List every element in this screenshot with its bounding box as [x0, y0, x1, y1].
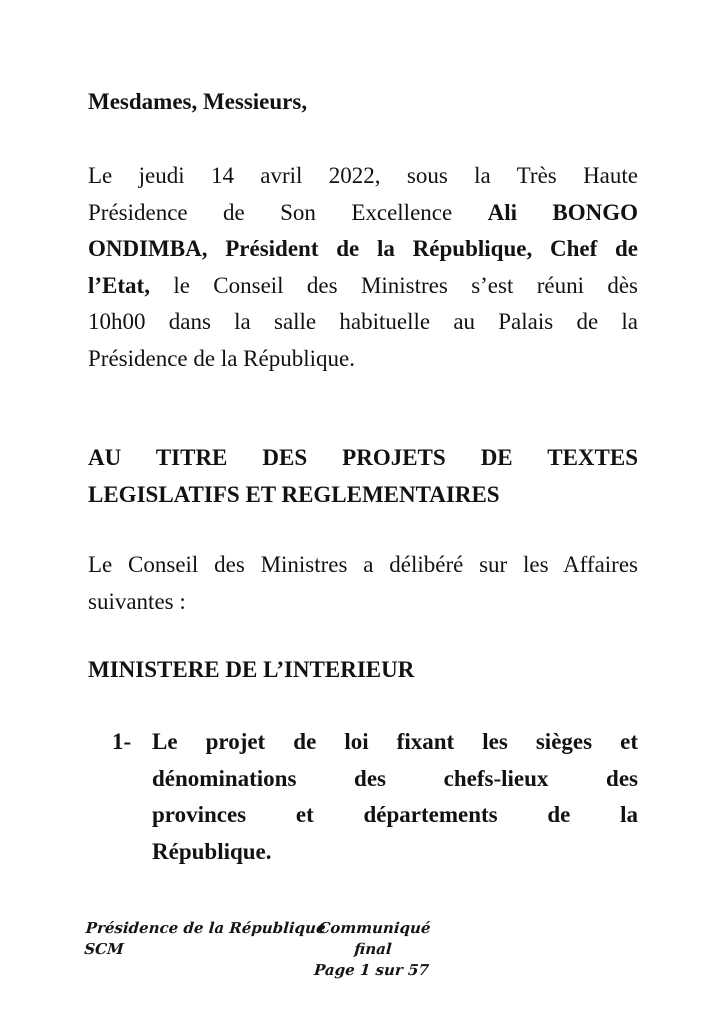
list-item-line: Le projet de loi fixant les sièges et — [152, 729, 638, 754]
section-heading — [88, 440, 638, 513]
paragraph-line: Le jeudi 14 avril 2022, sous la Très Haute — [88, 163, 638, 188]
paragraph-line: suivantes : — [88, 588, 186, 614]
footer-doc-title: Communiqué final — [317, 919, 432, 958]
ministry-heading: MINISTERE DE L’INTERIEUR — [88, 657, 415, 682]
deliberation-paragraph — [88, 547, 638, 620]
paragraph-line: ONDIMBA, Président de la République, Chef de — [88, 236, 638, 261]
paragraph-line: 10h00 dans la salle habituelle au Palais de la — [88, 309, 638, 334]
list-item — [152, 724, 638, 870]
heading-line: LEGISLATIFS ET REGLEMENTAIRES — [88, 481, 500, 507]
footer-author-line: Présidence de la République — [85, 919, 327, 937]
paragraph-text-bold: Ali BONGO — [487, 199, 639, 225]
intro-paragraph — [88, 158, 638, 377]
list-item-marker: 1- — [112, 729, 132, 754]
footer-author-line: SCM — [83, 940, 125, 958]
heading-line: AU TITRE DES PROJETS DE TEXTES — [88, 445, 638, 470]
footer-title-block — [296, 918, 450, 981]
list-item-line: provinces et départements de la — [152, 802, 638, 827]
footer-page-number: Page 1 sur 57 — [313, 961, 430, 979]
list-item-line: République. — [152, 838, 272, 864]
paragraph-text-bold: l’Etat, — [88, 272, 150, 298]
paragraph-line: Le Conseil des Ministres a délibéré sur les Affaires — [88, 552, 638, 577]
paragraph-line — [88, 195, 638, 232]
paragraph-line — [88, 268, 638, 305]
paragraph-line: Présidence de la République. — [88, 345, 355, 371]
list-item-line: dénominations des chefs-lieux des — [152, 765, 638, 791]
paragraph-text: le Conseil des Ministres s’est réuni dès — [149, 272, 638, 298]
paragraph-text: Présidence de Son Excellence — [88, 199, 488, 225]
footer-author-block — [84, 918, 327, 960]
salutation: Mesdames, Messieurs, — [88, 89, 308, 114]
